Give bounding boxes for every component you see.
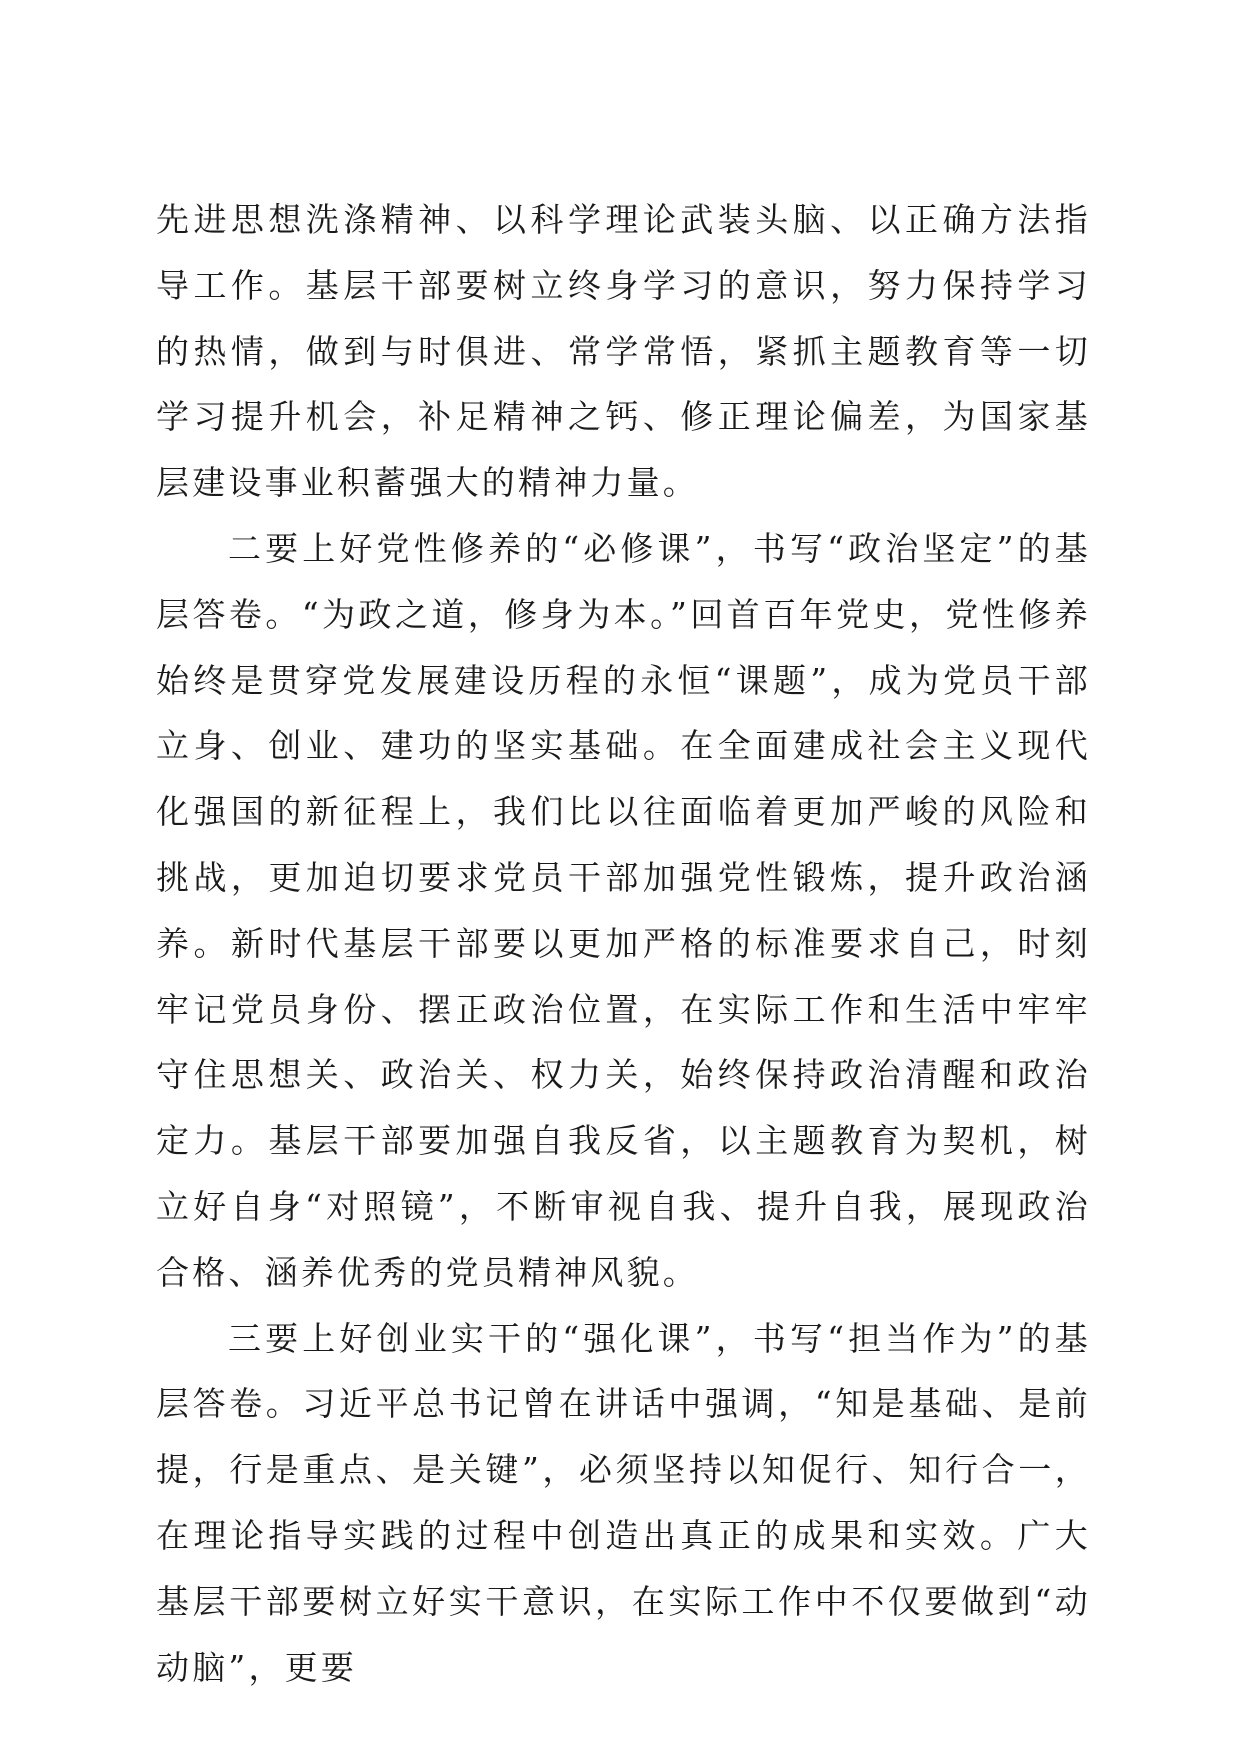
- party-spirit-paragraph: 二要上好党性修养的“必修课”，书写“政治坚定”的基层答卷。“为政之道，修身为本。”回首百年党史，党性修养始终是贯穿党发展建设历程的永恒“课题”，成为党员干部立身、创业、建功的坚实基础。在全面建成社会主义现代化强国的新征程上，我们比以往面临着更加严峻的风险和挑战，更加迫切要求党员干部加强党性锻炼，提升政治涵养。新时代基层干部要以更加严格的标准要求自己，时刻牢记党员身份、摆正政治位置，在实际工作和生活中牢牢守住思想关、政治关、权力关，始终保持政治清醒和政治定力。基层干部要加强自我反省，以主题教育为契机，树立好自身“对照镜”，不断审视自我、提升自我，展现政治合格、涵养优秀的党员精神风貌。: [156, 528, 1091, 1292]
- body-text: [156, 187, 1091, 1700]
- continued-paragraph: 先进思想洗涤精神、以科学理论武装头脑、以正确方法指导工作。基层干部要树立终身学习的意识，努力保持学习的热情，做到与时俱进、常学常悟，紧抓主题教育等一切学习提升机会，补足精神之钙、修正理论偏差，为国家基层建设事业积蓄强大的精神力量。: [156, 200, 1091, 503]
- practical-work-paragraph: 三要上好创业实干的“强化课”，书写“担当作为”的基层答卷。习近平总书记曾在讲话中强调，“知是基础、是前提，行是重点、是关键”，必须坚持以知促行、知行合一，在理论指导实践的过程中创造出真正的成果和实效。广大基层干部要树立好实干意识，在实际工作中不仅要做到“动动脑”，更要: [156, 1318, 1091, 1687]
